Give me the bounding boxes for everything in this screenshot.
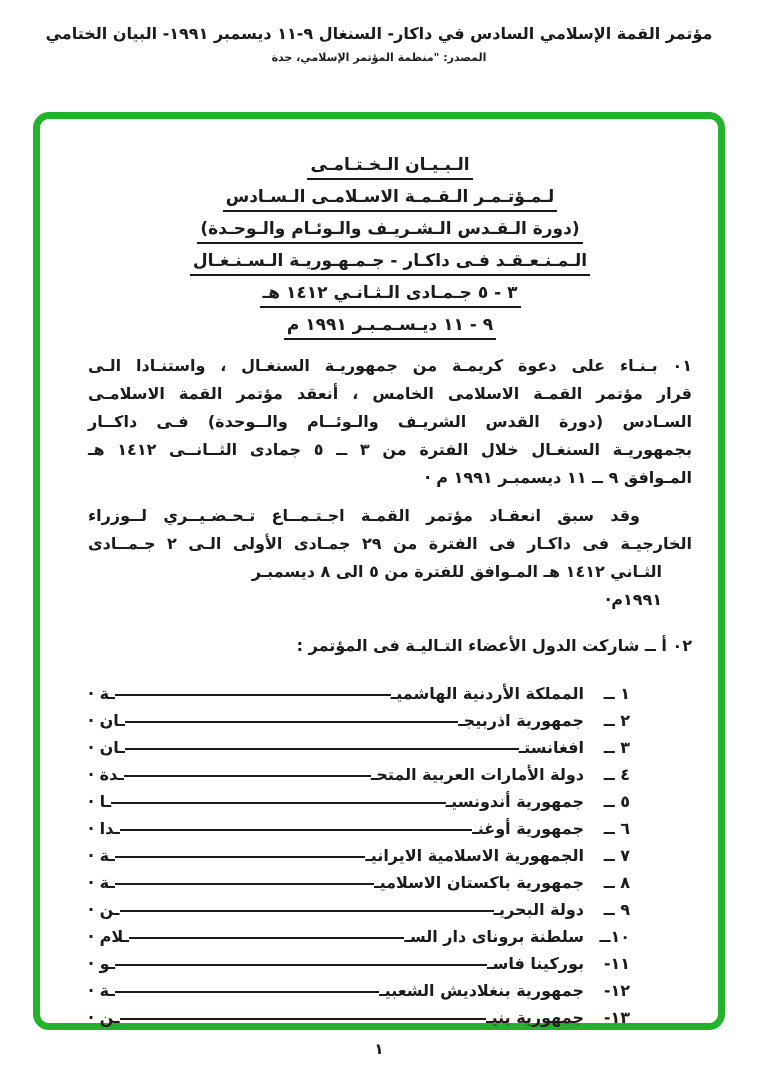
country-row bbox=[88, 811, 630, 838]
tatweel-rule bbox=[129, 937, 404, 939]
country-name-end: ـدا · bbox=[88, 819, 120, 838]
tatweel-rule bbox=[125, 748, 519, 750]
para-line: بجمهوريـة السنغـال خلال الفترة من ٣ ــ ٥ جمادى الثــانــى ١٤١٢ هـ bbox=[88, 440, 692, 459]
country-row bbox=[88, 838, 630, 865]
country-name-start: جمهورية بنيـ bbox=[486, 1008, 584, 1027]
communique-title-line: ٣ - ٥ جـمـادى الـثـانـي ١٤١٢ هـ bbox=[88, 283, 692, 308]
page-number: ١ bbox=[374, 1040, 384, 1058]
para-line: الثـاني ١٤١٢ هـ المـوافق للفترة من ٥ الى ٨ ديسمبـر ١٩٩١م· bbox=[251, 562, 662, 609]
country-name-end: ـة · bbox=[88, 873, 115, 892]
country-name-end: ـة · bbox=[88, 684, 115, 703]
country-row bbox=[88, 1000, 630, 1027]
para-line: قرار مؤتمر القمـة الاسلامى الخامس ، أنعقد مؤتمر القمة الاسلامـى bbox=[88, 384, 692, 403]
para-line: وقد سبق انعقـاد مؤتمر القمـة اجـتـمــاع تـحـضـيــري لــوزراء bbox=[88, 506, 640, 525]
country-number: ١ ــ bbox=[603, 684, 630, 703]
tatweel-rule bbox=[120, 910, 494, 912]
page-header-title: مؤتمر القمة الإسلامي السادس في داكار- السنغال ٩-١١ ديسمبر ١٩٩١- البيان الختامي bbox=[45, 24, 713, 43]
country-name-end: ـن · bbox=[88, 1008, 120, 1027]
country-name-end: ـة · bbox=[88, 981, 115, 1000]
tatweel-rule bbox=[115, 964, 487, 966]
communique-title-line: (دورة الـقـدس الـشـريـف والـوئـام والـوحـدة) bbox=[88, 219, 692, 244]
country-name-start: جمهورية أندونسيـ bbox=[445, 792, 584, 811]
country-number: ١٣- bbox=[603, 1008, 630, 1027]
communique-title-line: الـبـيـان الـخـتـامـى bbox=[88, 155, 692, 180]
country-name-start: جمهورية بنغلاديش الشعبيـ bbox=[379, 981, 584, 1000]
country-number: ١٢- bbox=[603, 981, 630, 1000]
country-number: ١٠ــ bbox=[599, 927, 630, 946]
country-row bbox=[88, 784, 630, 811]
tatweel-rule bbox=[111, 802, 446, 804]
country-row bbox=[88, 973, 630, 1000]
scan-border-frame bbox=[33, 112, 725, 1030]
country-row bbox=[88, 946, 630, 973]
para-line: السـادس (دورة القدس الشريـف والـوئــام والــوحدة) فـى داكــار bbox=[88, 412, 692, 431]
communique-title-line: الـمـنـعـقـد فـى داكـار - جـمـهـوريـة الـسـنـغـال bbox=[88, 251, 692, 276]
country-number: ٩ ــ bbox=[603, 900, 630, 919]
country-name-end: ـدة · bbox=[88, 765, 124, 784]
country-name-start: جمهورية اذربيجـ bbox=[458, 711, 584, 730]
country-row bbox=[88, 757, 630, 784]
country-number: ٦ ــ bbox=[603, 819, 630, 838]
country-row bbox=[88, 892, 630, 919]
tatweel-rule bbox=[120, 1018, 487, 1020]
country-number: ٤ ــ bbox=[603, 765, 630, 784]
country-name-start: سلطنة بروناى دار السـ bbox=[404, 927, 584, 946]
country-name-start: دولة الأمارات العربية المتحـ bbox=[370, 765, 584, 784]
paragraph-preparatory bbox=[88, 502, 692, 614]
country-name-end: ـا · bbox=[88, 792, 112, 811]
page-header bbox=[0, 24, 758, 64]
country-name-end: ـان · bbox=[88, 738, 125, 757]
member-states-list bbox=[88, 676, 692, 1027]
country-number: ١١- bbox=[603, 954, 630, 973]
tatweel-rule bbox=[115, 694, 391, 696]
communique-body bbox=[40, 119, 718, 1027]
tatweel-rule bbox=[125, 721, 458, 723]
paragraph-01 bbox=[88, 352, 692, 492]
country-name-start: جمهورية أوغنـ bbox=[472, 819, 584, 838]
country-row bbox=[88, 676, 630, 703]
country-name-end: ـو · bbox=[88, 954, 116, 973]
country-name-end: ـة · bbox=[88, 846, 115, 865]
communique-title-line: لـمـؤتـمـر الـقـمـة الاسـلامـى الـسـادس bbox=[88, 187, 692, 212]
tatweel-rule bbox=[115, 856, 365, 858]
country-name-start: الجمهورية الاسلامية الايرانيـ bbox=[365, 846, 584, 865]
country-name-end: ـلام · bbox=[88, 927, 129, 946]
tatweel-rule bbox=[120, 829, 472, 831]
para-line: ٠١ بـنـاء على دعوة كريمـة من جمهوريـة السنغـال ، واستنـادا الـى bbox=[88, 356, 692, 375]
country-number: ٧ ــ bbox=[603, 846, 630, 865]
country-name-end: ـان · bbox=[88, 711, 125, 730]
para-line: الخارجيـة فى داكـار فى الفترة من ٢٩ جمـادى الأولى الـى ٢ جـمــادى bbox=[88, 534, 693, 553]
tatweel-rule bbox=[115, 991, 379, 993]
country-name-start: بوركينا فاسـ bbox=[487, 954, 584, 973]
country-name-start: المملكة الأردنية الهاشميـ bbox=[390, 684, 584, 703]
country-row bbox=[88, 865, 630, 892]
country-number: ٥ ــ bbox=[603, 792, 630, 811]
section-02-heading: ٠٢ أ ــ شاركت الدول الأعضاء التـاليـة فى المؤتمر : bbox=[296, 636, 692, 655]
country-name-start: دولة البحريـ bbox=[493, 900, 584, 919]
page-header-source: المصدر: "منظمة المؤتمر الإسلامي، جدة bbox=[271, 51, 487, 64]
tatweel-rule bbox=[124, 775, 371, 777]
country-row bbox=[88, 730, 630, 757]
country-row bbox=[88, 703, 630, 730]
country-number: ٢ ــ bbox=[603, 711, 630, 730]
country-name-end: ـن · bbox=[88, 900, 120, 919]
communique-title-block bbox=[88, 155, 692, 340]
tatweel-rule bbox=[115, 883, 374, 885]
country-row bbox=[88, 919, 630, 946]
para-line: المـوافق ٩ ــ ١١ ديسمبـر ١٩٩١ م · bbox=[424, 468, 692, 487]
country-number: ٨ ــ bbox=[603, 873, 630, 892]
country-number: ٣ ــ bbox=[603, 738, 630, 757]
country-name-start: جمهورية باكستان الاسلاميـ bbox=[374, 873, 584, 892]
country-name-start: افغانستـ bbox=[518, 738, 584, 757]
communique-title-line: ٩ - ١١ ديـسـمـبـر ١٩٩١ م bbox=[88, 315, 692, 340]
